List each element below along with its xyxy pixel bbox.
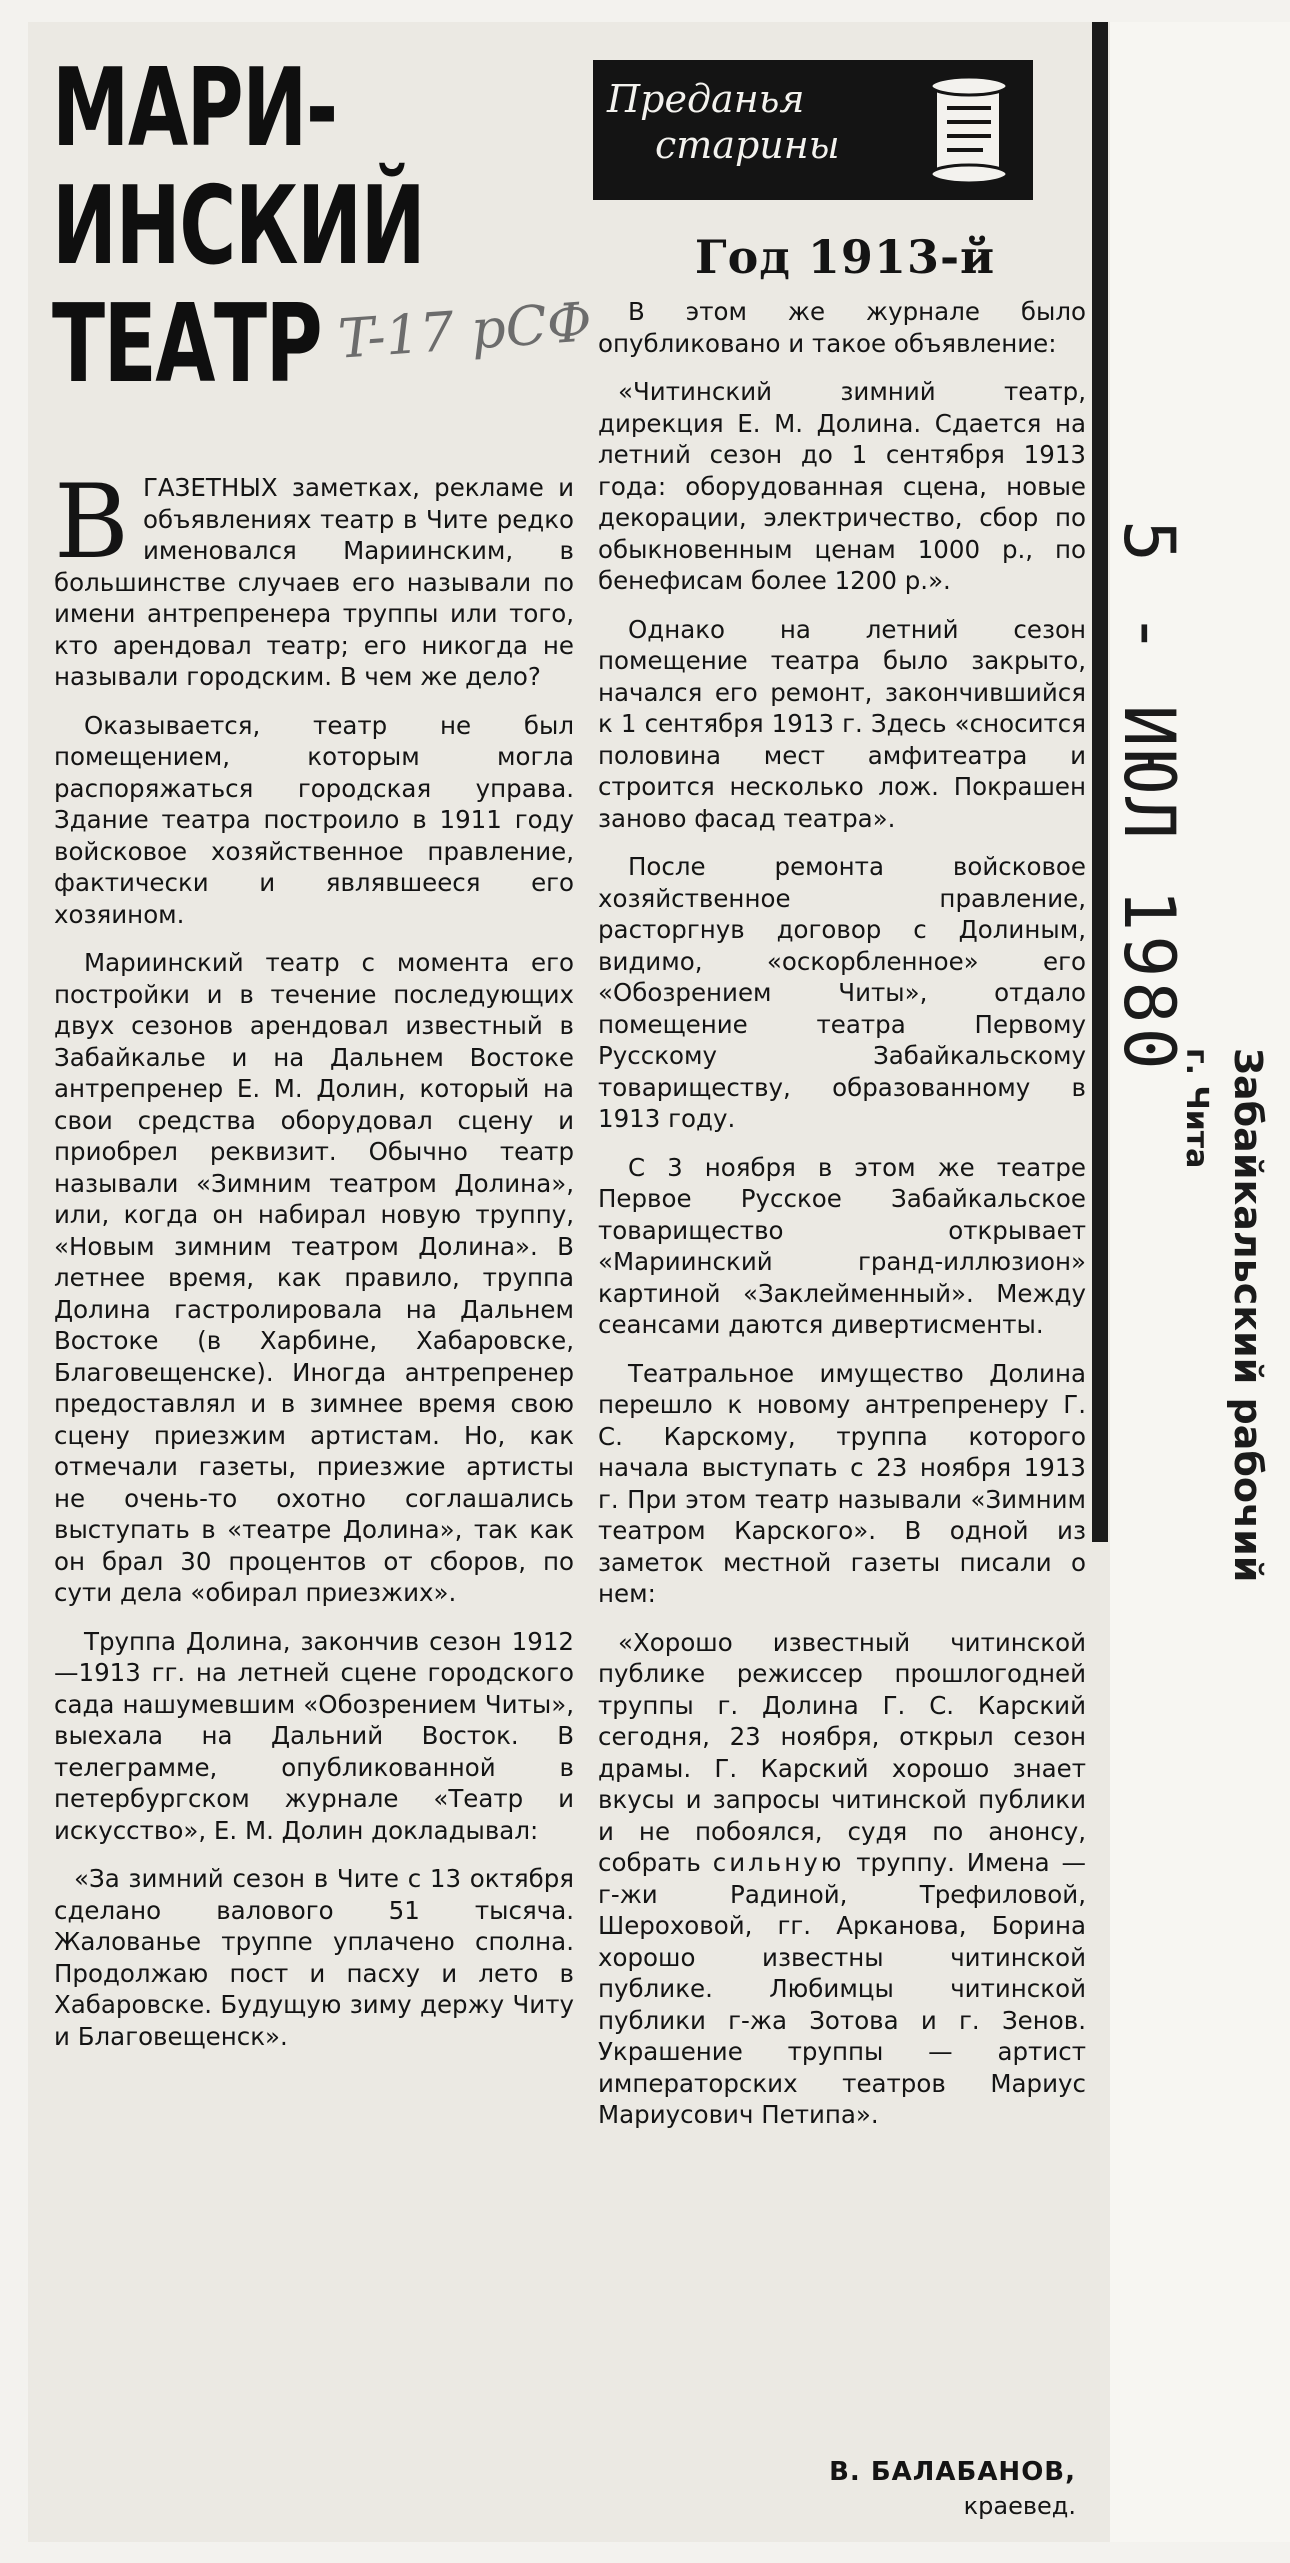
quote-text: труппу. Имена — г-жи Радиной, Трефиловой, Шероховой, гг. Арканова, Борина хорошо известны читинской публике. Любимцы читинской публики г-жа Зотова и г. Зенов. Украшение труппы — артист императорских театров Мариус Мариусович Петипа». <box>598 1848 1086 2129</box>
article-quote <box>598 1627 1086 2131</box>
headline-line-2: ИНСКИЙ <box>52 164 425 289</box>
date-stamp: 5 - ИЮЛ 1980 <box>1108 520 1190 1074</box>
article-paragraph: Однако на летний сезон помещение театра было закрыто, начался его ремонт, закончившийся к 1 сентября 1913 г. Здесь «сносится половина мест амфитеатра и строится несколько лож. Покрашен заново фасад театра». <box>598 614 1086 833</box>
article-quote: «За зимний сезон в Чите с 13 октября сделано валового 51 тысяча. Жалованье труппе уплачено сполна. Продолжаю пост и пасху и лето в Хабаровске. Будущую зиму держу Читу и Благовещенск». <box>54 1864 574 2051</box>
article-paragraph: С 3 ноября в этом же театре Первое Русское Забайкальское товарищество открывает «Мариинский гранд-иллюзион» картиной «Заклейменный». Между сеансами даются дивертисменты. <box>598 1152 1086 1339</box>
left-column <box>54 463 574 2069</box>
article-quote: «Читинский зимний театр, дирекция Е. М. Долина. Сдается на летний сезон до 1 сентября 1913 года: оборудованная сцена, новые декорации, электричество, сбор по обыкновенным ценам 1000 р., по бенефисам более 1200 р.». <box>598 377 1086 595</box>
author-name: В. БАЛАБАНОВ, <box>829 2457 1076 2487</box>
author-signature <box>598 2455 1076 2523</box>
article-paragraph: После ремонта войсковое хозяйственное правление, расторгнув договор с Долиным, видимо, «оскорбленное» его «Обозрением Читы», отдало помещение театра Первому Русскому Забайкальскому товариществу, образованному в 1913 году. <box>598 852 1086 1133</box>
headline-line-3: ТЕАТР <box>52 282 322 407</box>
article-paragraph: Труппа Долина, закончив сезон 1912—1913 гг. на летней сцене городского сада нашумевшим «Обозрением Читы», выехала на Дальний Восток. В телеграмме, опубликованной в петербургском журнале «Театр и искусство», Е. М. Долин докладывал: <box>54 1626 574 1845</box>
scroll-icon <box>923 74 1015 186</box>
handwritten-note: T-17 рСФ <box>336 290 594 371</box>
article-paragraph: Оказывается, театр не был помещением, которым могла распоряжаться городская управа. Здание театра построило в 1911 году войсковое хозяйственное правление, фактически и являвшееся его хозяином. <box>54 710 574 929</box>
source-label <box>1179 1048 1270 1583</box>
headline-line-1: МАРИ- <box>52 46 337 171</box>
right-column <box>598 296 1086 2148</box>
paragraph-text: ГАЗЕТНЫХ заметках, рекламе и объявлениях театр в Чите редко именовался Мариинским, в большинстве случаев его называли по имени антрепренера труппы или того, кто арендовал театр; его никогда не называли городским. В чем же дело? <box>54 473 574 691</box>
author-role: краевед. <box>963 2492 1076 2520</box>
rubric-line-1: Преданья <box>607 77 805 121</box>
spaced-word: сильную <box>712 1848 845 1877</box>
article-paragraph: В этом же журнале было опубликовано и такое объявление: <box>598 297 1086 358</box>
article-paragraph <box>54 463 574 693</box>
article-paragraph: Мариинский театр с момента его постройки и в течение последующих двух сезонов арендовал известный в Забайкалье и на Дальнем Востоке антрепренер Е. М. Долин, который на свои средства оборудовал сцену и приобрел реквизит. Обычно театр называли «Зимним театром Долина», или, когда он набирал новую труппу, «Новым зимним театром Долина». В летнее время, как правило, труппа Долина гастролировала на Дальнем Востоке (в Харбине, Хабаровске, Благовещенске). Иногда антрепренер предоставлял и в зимнее время свою сцену приезжим артистам. Но, как отмечали газеты, приезжие артисты не очень-то охотно соглашались выступать в «театре Долина», так как он брал 30 процентов от сборов, по сути дела «обирал приезжих». <box>54 948 574 1607</box>
rubric-title <box>607 76 907 168</box>
newspaper-city: г. Чита <box>1179 1048 1214 1169</box>
newspaper-name: Забайкальский рабочий <box>1226 1048 1270 1583</box>
article-paragraph: Театральное имущество Долина перешло к новому антрепренеру Г. С. Карскому, труппа которого начала выступать с 23 ноября 1913 г. При этом театр называли «Зимним театром Карского». В одной из заметок местной газеты писали о нем: <box>598 1358 1086 1608</box>
quote-text: «Хорошо известный читинской публике режиссер прошлогодней труппы г. Долина Г. С. Карский сегодня, 23 ноября, открыл сезон драмы. Г. Карский хорошо знает вкусы и запросы читинской публики и не побоялся, судя по анонсу, собрать <box>598 1627 1086 1877</box>
rubric-box <box>593 60 1033 200</box>
column-rule <box>1092 22 1108 1542</box>
rubric-line-2: старины <box>655 123 840 167</box>
drop-cap: В <box>54 463 129 582</box>
subheading: Год 1913-й <box>694 230 996 284</box>
